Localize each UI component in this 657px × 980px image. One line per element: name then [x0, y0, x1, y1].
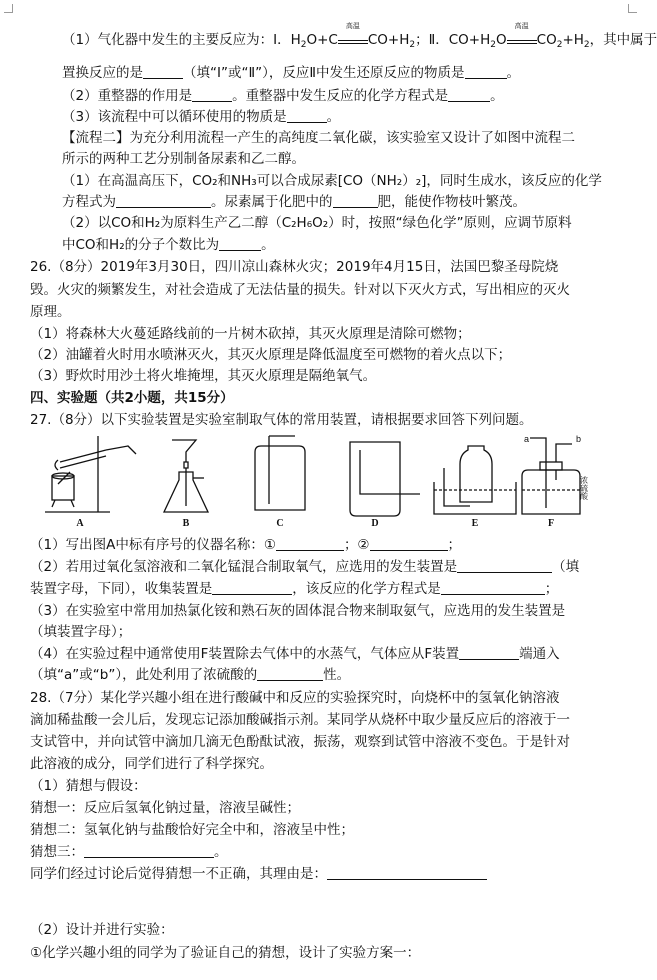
- q26-line-1: 26.（8分）2019年3月30日，四川凉山森林火灾；2019年4月15日，法国巴黎圣母院烧: [30, 259, 559, 275]
- apparatus-c: [255, 436, 305, 510]
- q28-line-7: 猜想二：氢氧化钠与盐酸恰好完全中和，溶液呈中性；: [30, 822, 354, 838]
- q26-line-2: 毁。火灾的频繁发生，对社会造成了无法估量的损失。针对以下灭火方式，写出相应的灭火: [30, 282, 570, 298]
- label-b: B: [182, 518, 190, 529]
- label-c: C: [276, 518, 284, 529]
- q27-line-2: （1）写出图A中标有序号的仪器名称：① ；② ；: [30, 537, 462, 553]
- answer-blank[interactable]: [327, 865, 487, 880]
- section-heading-experiments: 四、实验题（共2小题，共15分）: [30, 390, 234, 406]
- apparatus-a: [45, 436, 136, 512]
- q25-line-2: 置换反应的是 （填“Ⅰ”或“Ⅱ”），反应Ⅱ中发生还原反应的物质是 。: [62, 65, 520, 81]
- q26-line-5: （2）油罐着火时用水喷淋灭火，其灭火原理是降低温度至可燃物的着火点以下；: [30, 347, 512, 363]
- q28-line-10: （2）设计并进行实验：: [30, 922, 174, 938]
- q27-line-6: （填装置字母）；: [30, 624, 132, 640]
- label-a: A: [76, 518, 84, 529]
- apparatus-b: [164, 440, 208, 512]
- answer-blank[interactable]: [459, 645, 519, 660]
- q27-line-3: （2）若用过氧化氢溶液和二氧化锰混合制取氧气，应选用的发生装置是 （填: [30, 559, 580, 575]
- q28-line-1: 28.（7分）某化学兴趣小组在进行酸碱中和反应的实验探究时，向烧杯中的氢氧化钠溶液: [30, 690, 560, 706]
- lab-apparatus-figure: [40, 432, 600, 528]
- q28-line-11: ①化学兴趣小组的同学为了验证自己的猜想，设计了实验方案一：: [30, 945, 421, 961]
- q28-line-6: 猜想一：反应后氢氧化钠过量，溶液呈碱性；: [30, 800, 300, 816]
- q28-line-4: 此溶液的成分，同学们进行了科学探究。: [30, 756, 273, 772]
- answer-blank[interactable]: [143, 64, 183, 79]
- q28-line-8: 猜想三： 。: [30, 844, 228, 860]
- apparatus-f: [522, 438, 580, 514]
- q26-line-3: 原理。: [30, 304, 71, 320]
- q27-line-8: （填“a”或“b”），此处利用了浓硫酸的 性。: [30, 667, 351, 683]
- q25-line-5: 【流程二】为充分利用流程一产生的高纯度二氧化碳，该实验室又设计了如图中流程二: [62, 130, 575, 146]
- answer-blank[interactable]: [84, 843, 214, 858]
- answer-blank[interactable]: [287, 108, 327, 123]
- answer-blank[interactable]: [448, 87, 490, 102]
- answer-blank[interactable]: [441, 580, 545, 595]
- q25-line-7: （1）在高温高压下，CO₂和NH₃可以合成尿素[CO（NH₂）₂]，同时生成水，该反应的化学: [62, 173, 602, 189]
- label-e: E: [471, 518, 479, 529]
- answer-blank[interactable]: [212, 580, 292, 595]
- answer-blank[interactable]: [333, 193, 378, 208]
- q27-line-5: （3）在实验室中常用加热氯化铵和熟石灰的固体混合物来制取氨气，应选用的发生装置是: [30, 603, 566, 619]
- q25-line-3: （2）重整器的作用是 。重整器中发生反应的化学方程式是 。: [62, 88, 504, 104]
- page-corner-mark-left: [4, 4, 13, 13]
- q26-line-4: （1）将森林大火蔓延路线前的一片树木砍掉，其灭火原理是清除可燃物；: [30, 326, 471, 342]
- q26-line-6: （3）野炊时用沙土将火堆掩埋，其灭火原理是隔绝氧气。: [30, 368, 377, 384]
- q25-line-8: 方程式为 。尿素属于化肥中的 肥，能使作物枝叶繁茂。: [62, 194, 526, 210]
- answer-blank[interactable]: [465, 64, 507, 79]
- q27-line-4: 装置字母，下同），收集装置是 ，该反应的化学方程式是 ；: [30, 581, 559, 597]
- answer-blank[interactable]: [370, 536, 448, 551]
- q25-line-9: （2）以CO和H₂为原料生产乙二醇（C₂H₆O₂）时，按照“绿色化学”原则，应调节原料: [62, 215, 572, 231]
- sulfuric-acid-label: 浓硫酸: [579, 476, 589, 500]
- q27-line-1: 27.（8分）以下实验装置是实验室制取气体的常用装置，请根据要求回答下列问题。: [30, 412, 533, 428]
- answer-blank[interactable]: [192, 87, 232, 102]
- label-d: D: [371, 518, 379, 529]
- q25-line-10: 中CO和H₂的分子个数比为 。: [62, 237, 275, 253]
- answer-blank[interactable]: [116, 193, 211, 208]
- q28-line-3: 支试管中，并向试管中滴加几滴无色酚酞试液，振荡，观察到试管中溶液不变色。于是针对: [30, 734, 570, 750]
- q28-line-2: 滴加稀盐酸一会儿后，发现忘记添加酸碱指示剂。某同学从烧杯中取少量反应后的溶液于一: [30, 712, 570, 728]
- q25-line-4: （3）该流程中可以循环使用的物质是 。: [62, 109, 341, 125]
- answer-blank[interactable]: [219, 236, 261, 251]
- answer-blank[interactable]: [257, 666, 323, 681]
- answer-blank[interactable]: [276, 536, 344, 551]
- q27-line-7: （4）在实验过程中通常使用F装置除去气体中的水蒸气，气体应从F装置 端通入: [30, 646, 560, 662]
- port-a-label: a: [524, 434, 530, 444]
- apparatus-d: [350, 442, 420, 516]
- q28-line-9: 同学们经过讨论后觉得猜想一不正确，其理由是：: [0, 864, 487, 884]
- page-corner-mark-right: [628, 4, 637, 13]
- q28-line-5: （1）猜想与假设：: [30, 778, 147, 794]
- apparatus-e: [434, 446, 516, 514]
- port-b-label: b: [576, 434, 582, 444]
- answer-blank[interactable]: [457, 558, 552, 573]
- q25-line-6: 所示的两种工艺分别制备尿素和乙二醇。: [62, 151, 305, 167]
- q25-line-1: （1）气化器中发生的主要反应为：Ⅰ．$H_2O+C$ 高温 $CO+H_2$；Ⅱ．$CO+H_2O$ 高温 $CO_2+H_2$，其中属于: [62, 22, 657, 50]
- label-f: F: [547, 518, 555, 529]
- high-temp-condition: 高温: [338, 31, 368, 44]
